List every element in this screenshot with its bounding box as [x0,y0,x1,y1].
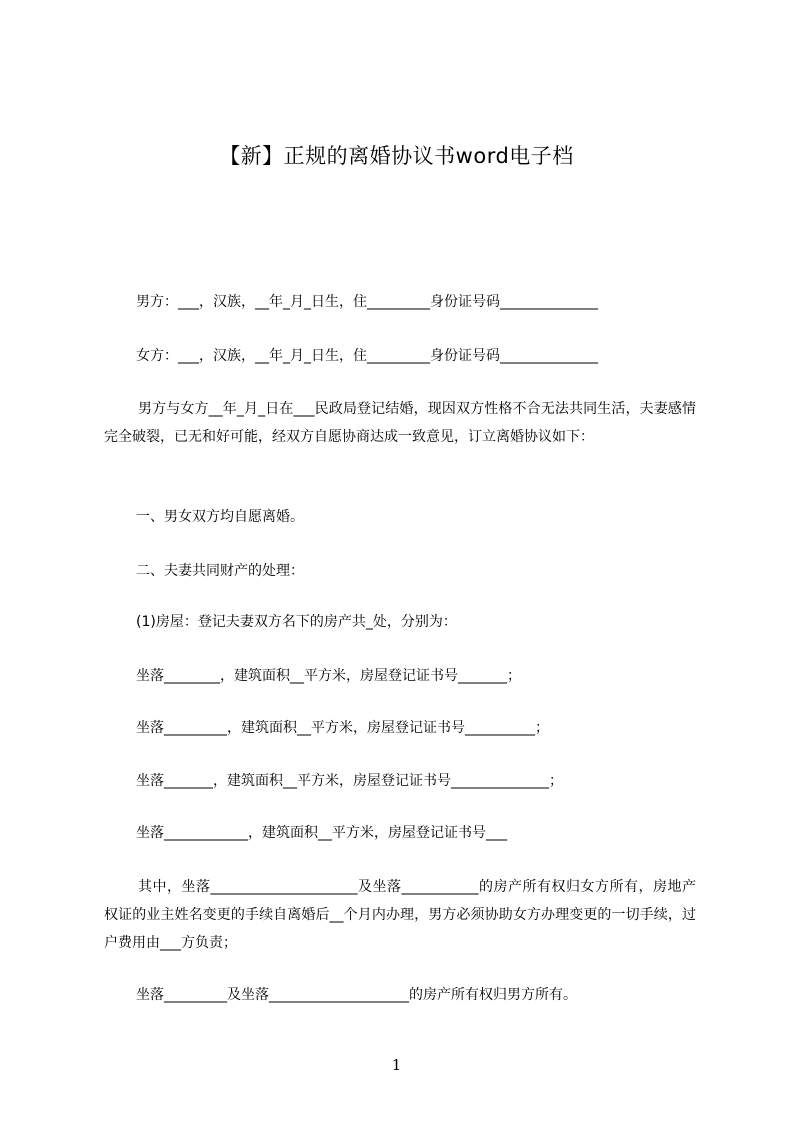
house-item-1: 坐落________，建筑面积__平方米，房屋登记证书号_______； [136,668,521,684]
husband-property-line: 坐落_________及坐落____________________的房产所有权归男方所有。 [136,987,577,1003]
house-item-3: 坐落_______，建筑面积__平方米，房屋登记证书号______________； [136,773,563,789]
house-item-4: 坐落____________，建筑面积__平方米，房屋登记证书号___ [136,825,507,841]
wife-property-paragraph: 其中，坐落_____________________及坐落___________的房产所有权归女方所有，房地产权证的业主姓名变更的手续自离婚后__个月内办理，男方必须协助女方办理变更的一切手续，过户费用由___方负责； [104,879,696,951]
page-number: 1 [391,1056,402,1074]
document-title: 【新】正规的离婚协议书word电子档 [219,144,574,168]
clause-1: 一、男女双方均自愿离婚。 [136,509,304,525]
house-item-2: 坐落_________，建筑面积__平方米，房屋登记证书号__________； [136,720,549,736]
intro-paragraph: 男方与女方__年_月_日在___民政局登记结婚，现因双方性格不合无法共同生活，夫妻感情完全破裂，已无和好可能，经双方自愿协商达成一致意见，订立离婚协议如下： [104,401,696,445]
house-intro: (1)房屋：登记夫妻双方名下的房产共_处，分别为： [136,614,457,630]
husband-info-line: 男方：___，汉族，__年_月_日生，住_________身份证号码______________ [136,294,598,310]
wife-info-line: 女方：___，汉族，__年_月_日生，住_________身份证号码______________ [136,348,598,364]
clause-2-heading: 二、夫妻共同财产的处理： [136,563,304,579]
